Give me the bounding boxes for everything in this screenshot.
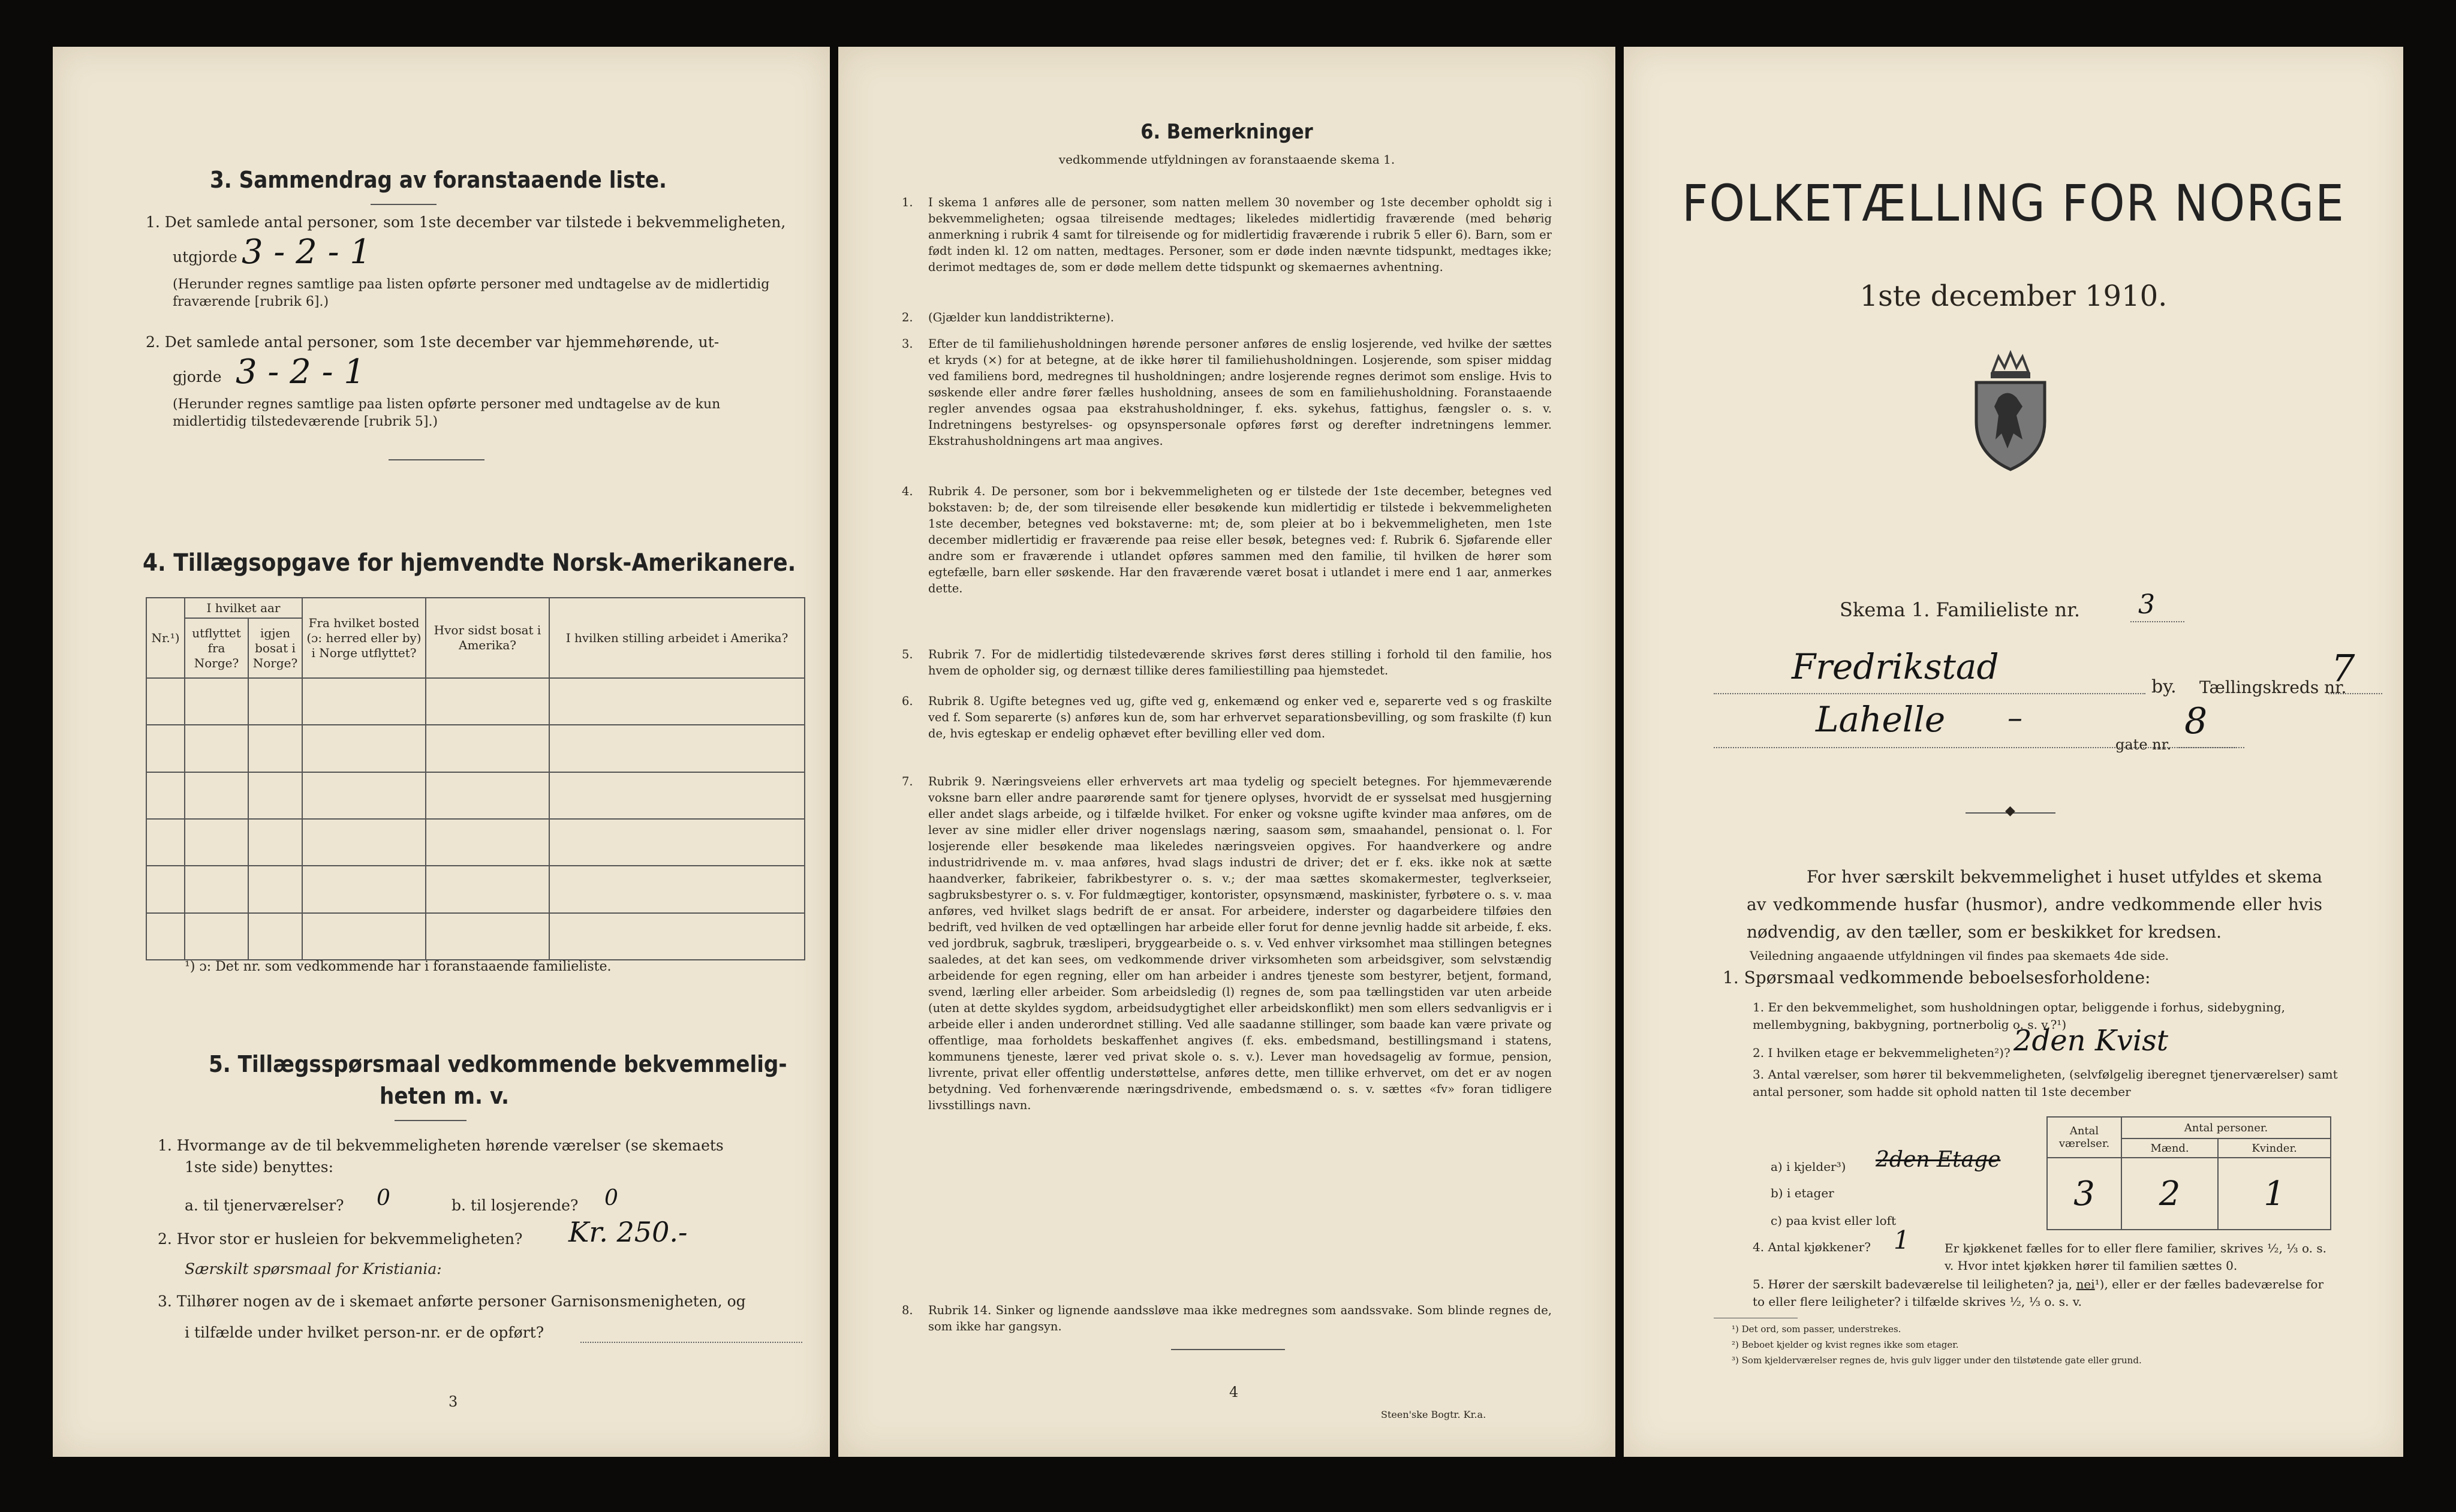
table-row — [146, 866, 805, 912]
table-row — [146, 913, 805, 960]
city-label: by. — [2151, 676, 2177, 697]
s3-q1-text: 1. Det samlede antal personer, som 1ste december var tilstede i bekvemmeligheten, — [146, 213, 786, 231]
gate-value: 8 — [2184, 700, 2208, 742]
footnote-1: ¹) Det ord, som passer, understrekes. — [1732, 1324, 1901, 1335]
remark-6: 6. Rubrik 8. Ugifte betegnes ved ug, gifte ved g, enkemænd og enker ved e, separerte ved s og fraskilte ved f. Som separerte (s) anføres kun de, som har erhvervet separationsbevilling, og som fraskilte (f) kun de, hvis egteskap er endelig ophævet efter bevilling eller ved dom. — [902, 694, 1552, 740]
printer-mark: Steen'ske Bogtr. Kr.a. — [1381, 1409, 1486, 1420]
street-value: Lahelle — [1816, 699, 1946, 740]
women-value: 1 — [2218, 1158, 2331, 1230]
row-a-hand: 2den Etage — [1876, 1147, 2001, 1172]
remark-3: 3. Efter de til familiehusholdningen hørende personer anføres de enslig losjerende, ved hvilke der sættes et kryds (×) for at betegne, at de ikke hører til familiehusholdningen. Losjerende, som spiser middag ved familiens bord, medregnes til husholdningen; andre losjerende regnes derimot som enslige. Hvis to søskende eller andre fører fælles husholdning, ansees de som en familiehusholdning. Foranstaaende regler anvendes ogsaa paa ekstrahusholdninger, f. eks. sykehus, fattighus, fængsler o. s. v. Indretningens bestyrelses- og opsynspersonale opføres først og derefter indretningens lemmer. Ekstrahusholdningens art maa angives. — [902, 337, 1552, 448]
col-year: I hvilket aar — [185, 598, 302, 618]
col-nr: Nr.¹) — [146, 598, 185, 678]
footnote-3: ³) Som kjelderværelser regnes de, hvis gulv ligger under den tilstøtende gate eller grund. — [1732, 1355, 2142, 1366]
remark-4: 4. Rubrik 4. De personer, som bor i bekvemmeligheten og er tilstede der 1ste december, betegnes ved bokstaven: b; de, der som tilreisende eller besøkende kun midlertidig er tilstede i bekvemmeligheten 1ste december, betegnes ved bokstaverne: mt; de, som pleier at bo i bekvemmeligheten, men 1ste december midlertidig er fraværende paa reise eller besøk, betegnes ved: f. Rubrik 6. Sjøfarende eller andre som er fraværende i utlandet opføres sammen med den familie, til hvilken de hører som egtefælle, barn eller søskende. Har den fraværende været bosat i utlandet i mere end 1 aar, anmerkes dette. — [902, 484, 1552, 595]
s5-q1-l2: 1ste side) benyttes: — [185, 1158, 334, 1176]
remarks-title: 6. Bemerkninger — [1140, 120, 1313, 144]
s5-q1b: b. til losjerende? — [452, 1197, 579, 1214]
s4-footnote: ¹) ɔ: Det nr. som vedkommende har i foranstaaende familieliste. — [185, 959, 612, 974]
remark-7: 7. Rubrik 9. Næringsveiens eller erhvervets art maa tydelig og specielt betegnes. For hjemmeværende voksne barn eller andre paarørende samt for tjenere oplyses, hvorvidt de er sysselsat med husgjerning eller andet slags arbeide, og i tilfælde hvilket. For enker og voksne ugifte kvinder maa anføres, om de lever av sine midler eller driver nogenslags næring, saasom søm, smaahandel, pensionat o. l. For losjerende eller besøkende maa likeledes næringsveien opgives. For haandverkere og andre industridrivende m. v. maa anføres, hvad slags industri de driver; det er f. eks. ikke nok at sætte haandverker, fabrikeier, fabrikbestyrer o. s. v.; der maa sættes skomakermester, teglverkseier, sagbruksbestyrer o. s. v. For fuldmægtiger, kontorister, opsynsmænd, maskinister, fyrbøtere o. s. v. maa anføres, ved hvilket slags bedrift de er ansat. For arbeidere, inderster og dagarbeidere tilføies den bedrift, ved hvilken de ved optællingen har arbeide eller forut for denne jevnlig hadde sit arbeide, f. eks. ved jordbruk, sagbruk, træsliperi, bryggearbeide o. s. v. Ved enhver virksomhet maa stillingen betegnes saaledes, at det kan sees, om vedkommende driver virksomheten som arbeidsgiver, som selvstændig arbeidende for egen regning, eller om han arbeider i andres tjeneste som bestyrer, betjent, formand, svend, lærling eller arbeider. Som arbeidsledig (l) regnes de, som paa tællingstiden var uten arbeide (uten at dette skyldes sygdom, arbeidsudygtighet eller arbeidskonflikt) men som ellers sedvanligvis er i arbeide eller i anden underordnet stilling. Ved alle saadanne stillinger, som baade kan være private og offentlige, maa forholdets beskaffenhet angives (f. eks. embedsmand, bestillingsmand i statens, kommunens tjeneste, lærer ved privat skole o. s. v.). Lever man hovedsagelig av formue, pension, livrente, privat eller offentlig understøttelse, anføres dette, men tillike erhvervet, om det er av nogen betydning. Ved forhenværende næringsdrivende, embedsmænd o. s. v. sættes «fv» foran tidligere livsstillings navn. — [902, 775, 1552, 1112]
rooms-value: 3 — [2047, 1158, 2121, 1230]
table-row — [146, 772, 805, 819]
s3-q2-value: 3 - 2 - 1 — [236, 353, 365, 391]
q4-text: 4. Antal kjøkkener? — [1753, 1240, 1871, 1254]
col-last: Hvor sidst bosat i Amerika? — [426, 598, 549, 678]
remark-1: 1. I skema 1 anføres alle de personer, som natten mellem 30 november og 1ste december opholdt sig i bekvemmeligheten; ogsaa tilreisende medtages; likeledes midlertidig fraværende (med behørig anmerkning i rubrik 4 samt for tilreisende og for midlertidig fraværende i rubrik 5 eller 6). Barn, som er født inden kl. 12 om natten, medtages. Personer, som er døde inden nævnte tidspunkt, medtages ikke; derimot medtages de, som er døde mellem dette tidspunkt og skemaernes avhentning. — [902, 195, 1552, 274]
s5-kristiania: Særskilt spørsmaal for Kristiania: — [185, 1260, 442, 1278]
col-emigrated: utflyttet fra Norge? — [185, 618, 248, 678]
table-row — [146, 725, 805, 772]
q4-detail: Er kjøkkenet fælles for to eller flere familier, skrives ½, ⅓ o. s. v. Hvor intet kjøkken hører til familien sættes 0. — [1945, 1241, 2326, 1273]
coat-of-arms-icon — [1966, 350, 2055, 472]
section-4-title: 4. Tillægsopgave for hjemvendte Norsk-Amerikanere. — [143, 549, 796, 577]
section-3-title: 3. Sammendrag av foranstaaende liste. — [210, 167, 667, 193]
section-5-title-1: 5. Tillægsspørsmaal vedkommende bekvemmelig- — [209, 1051, 787, 1077]
s5-q1a-value: 0 — [377, 1186, 390, 1210]
city-value: Fredrikstad — [1792, 646, 1999, 687]
section-5-title-2: heten m. v. — [380, 1083, 509, 1109]
s3-q2-note: (Herunder regnes samtlige paa listen opførte personer med undtagelse av de kun midlertidig tilstedeværende [rubrik 5].) — [173, 397, 721, 429]
gate-label: gate nr. — [2115, 736, 2172, 753]
s3-q2-text: 2. Det samlede antal personer, som 1ste december var hjemmehørende, ut- — [146, 333, 720, 351]
street-dash: – — [2007, 700, 2022, 735]
men-value: 2 — [2121, 1158, 2218, 1230]
s5-q1-l1: 1. Hvormange av de til bekvemmeligheten hørende værelser (se skemaets — [158, 1137, 724, 1154]
census-date: 1ste december 1910. — [1859, 279, 2168, 313]
s5-q3-l1: 3. Tilhører nogen av de i skemaet anførte personer Garnisonsmenigheten, og — [158, 1293, 746, 1310]
norsk-amerikanere-table — [146, 597, 805, 960]
kreds-value: 7 — [2331, 646, 2355, 690]
col-returned: igjen bosat i Norge? — [248, 618, 302, 678]
skema-value: 3 — [2138, 589, 2155, 620]
q2-text: 2. I hvilken etage er bekvemmeligheten²)? — [1753, 1046, 2010, 1060]
page-number: 3 — [449, 1393, 458, 1410]
row-c: c) paa kvist eller loft — [1771, 1213, 1897, 1228]
s3-q1-note: (Herunder regnes samtlige paa listen opførte personer med undtagelse av de midlertidig fraværende [rubrik 6].) — [173, 277, 770, 309]
page-3-left — [53, 47, 830, 1457]
col-women: Kvinder. — [2218, 1138, 2331, 1158]
page-4-middle — [838, 47, 1615, 1457]
kreds-label: Tællingskreds nr. — [2199, 677, 2347, 697]
s3-q1-value: 3 - 2 - 1 — [242, 233, 371, 272]
table-row — [146, 678, 805, 725]
s5-q1a: a. til tjenerværelser? — [185, 1197, 344, 1214]
footnote-2: ²) Beboet kjelder og kvist regnes ikke som etager. — [1732, 1339, 1959, 1350]
guide-text: Veiledning angaaende utfyldningen vil findes paa skemaets 4de side. — [1750, 948, 2169, 963]
remarks-subtitle: vedkommende utfyldningen av foranstaaende skema 1. — [1058, 152, 1395, 167]
s5-q2: 2. Hvor stor er husleien for bekvemmeligheten? — [158, 1230, 523, 1248]
s5-q1b-value: 0 — [604, 1186, 618, 1210]
remark-5: 5. Rubrik 7. For de midlertidig tilstedeværende skrives først deres stilling i forhold til den familie, hos hvem de opholder sig, og dernæst tillike deres familiestilling paa hjemstedet. — [902, 647, 1552, 677]
col-from: Fra hvilket bosted (ɔ: herred eller by) i Norge utflyttet? — [302, 598, 426, 678]
page-number: 4 — [1229, 1384, 1239, 1400]
remark-8: 8. Rubrik 14. Sinker og lignende aandssløve maa ikke medregnes som aandssvake. Som blinde regnes de, som ikke har gangsyn. — [902, 1303, 1552, 1333]
col-men: Mænd. — [2121, 1138, 2218, 1158]
rooms-table — [2046, 1116, 2331, 1230]
q3-text: 3. Antal værelser, som hører til bekvemmeligheten, (selvfølgelig iberegnet tjenerværelser) samt antal personer, som hadde sit ophold natten til 1ste december — [1753, 1067, 2338, 1099]
table-row — [146, 819, 805, 866]
s5-q3-l2: i tilfælde under hvilket person-nr. er de opført? — [185, 1324, 544, 1341]
s3-q2-prefix: gjorde — [173, 368, 222, 385]
questions-heading: 1. Spørsmaal vedkommende beboelsesforholdene: — [1723, 968, 2151, 987]
q4-value: 1 — [1894, 1225, 1910, 1255]
col-rooms: Antal værelser. — [2047, 1117, 2121, 1158]
q5-text: 5. Hører der særskilt badeværelse til leiligheten? ja, nei¹), eller er der fælles badeværelse for to eller flere leiligheter? i tilfælde skrives ½, ⅓ o. s. v. — [1753, 1277, 2324, 1309]
s3-q1-prefix: utgjorde — [173, 248, 237, 266]
col-job: I hvilken stilling arbeidet i Amerika? — [549, 598, 805, 678]
page-1-right: FOLKETÆLLING FOR NORGE 1ste december 1910. Skema 1. Familieliste nr. 3 Fredrikstad by. Tællingskreds nr. 7 Lahelle – gate nr. 8 ◆ For hver særskilt bekvemmelighet i huset utfyldes et skema av vedkommende husfar (husmor), andre vedkommende eller hvis nødvendig, av den tæller, som er beskikket for kredsen. Veiledning angaaende utfyldningen vil findes paa skemaets 4de side. 1. Spørsmaal vedkommende beboelsesforholdene: 1. Er den bekvemmelighet, som husholdningen optar, beliggende i forhus, sidebygning, mellembygning, bakbygning, portnerbolig o. s. v.?¹) 2. I hvilken etage er bekvemmeligheten²)? 2den Kvist 3. Antal værelser, som hører til bekvemmeligheten, (selvfølgelig iberegnet tjenerværelser) samt antal personer, som hadde sit ophold natten til 1ste december Antal værelser. Antal personer. Mænd. Kvinder. 3 2 1 a) i kjelder³) 2den Etage b) i etager c) paa kvist eller loft 4. Antal kjøkkener? 1 Er kjøkkenet fælles for to eller flere familier, skrives ½, ⅓ o. s. v. Hvor intet kjøkken hører til familien sættes 0. 5. Hører der særskilt badeværelse til leiligheten? ja, nei¹), eller er der fælles badeværelse for to eller flere leiligheter? i tilfælde skrives ½, ⅓ o. s. v. ¹) Det ord, som passer, understrekes. ²) Beboet kjelder og kvist regnes ikke som etager. ³) Som kjelderværelser regnes de, hvis gulv ligger under den tilstøtende gate eller grund. — [1624, 47, 2403, 1457]
row-a: a) i kjelder³) — [1771, 1159, 1846, 1174]
q2-value: 2den Kvist — [2013, 1024, 2169, 1058]
census-title: FOLKETÆLLING FOR NORGE — [1682, 174, 2345, 233]
remark-2: 2. (Gjælder kun landdistrikterne). — [902, 311, 1114, 324]
skema-label: Skema 1. Familieliste nr. — [1840, 598, 2081, 621]
q1-text: 1. Er den bekvemmelighet, som husholdningen optar, beliggende i forhus, sidebygning, mellembygning, bakbygning, portnerbolig o. s. v.?¹) — [1753, 1000, 2286, 1032]
col-persons: Antal personer. — [2121, 1117, 2331, 1138]
s5-q2-value: Kr. 250.- — [568, 1216, 688, 1248]
intro-text: For hver særskilt bekvemmelighet i huset utfyldes et skema av vedkommende husfar (husmor), andre vedkommende eller hvis nødvendig, av den tæller, som er beskikket for kredsen. — [1747, 867, 2322, 942]
row-b: b) i etager — [1771, 1186, 1834, 1200]
